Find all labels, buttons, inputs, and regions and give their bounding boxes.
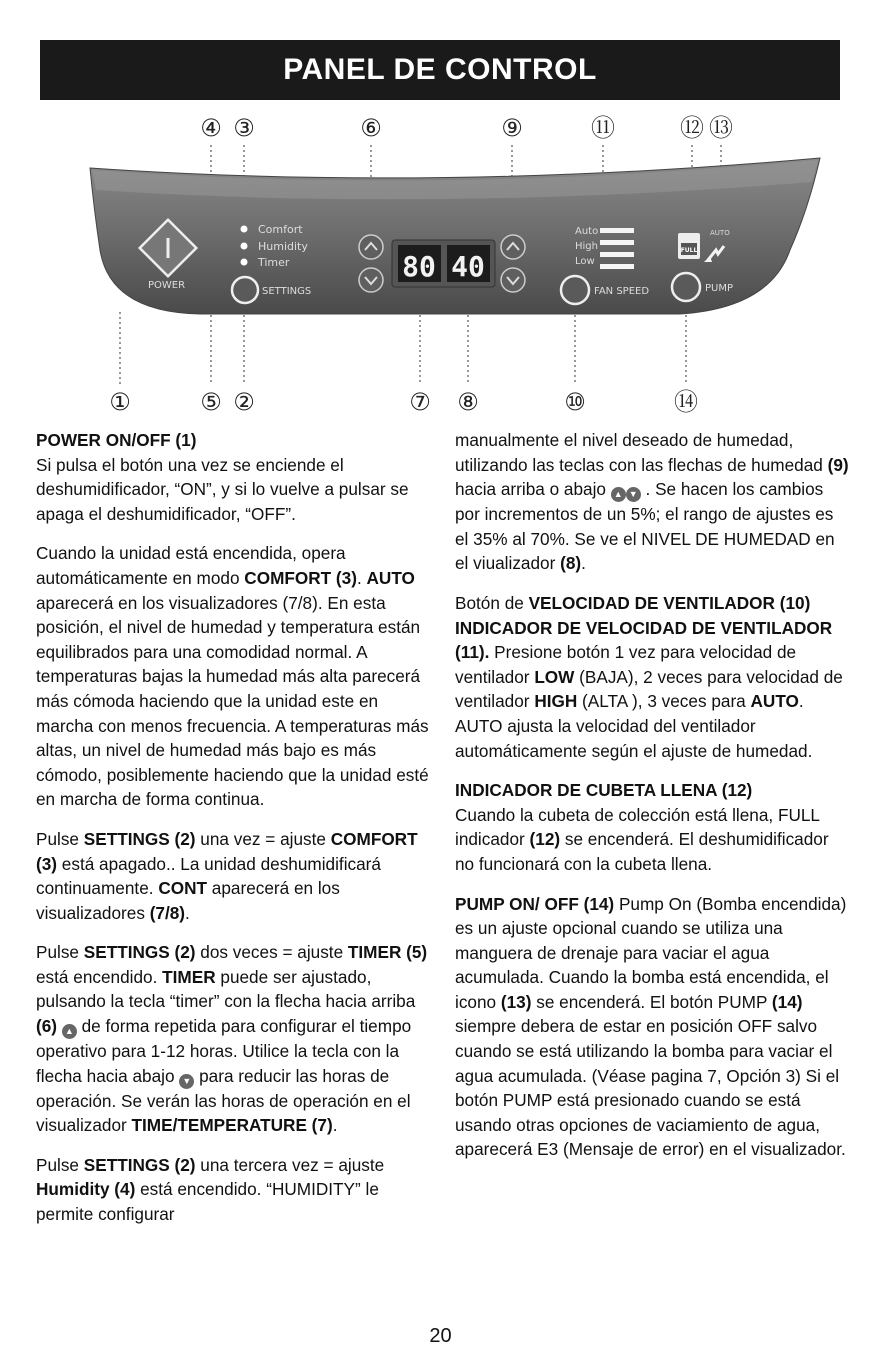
settings-twice-section: Pulse SETTINGS (2) dos veces = ajuste TIMER (5) está encendido. TIMER puede ser ajustado, pulsando la tecla “timer” con la flecha hacia arriba (6) ▲ de forma repetida para configurar el tiempo operativo para 1-12 horas. Utilice la tecla con la flecha hacia abajo ▼ para reducir las horas de operación. Se verán las horas de operación en el visualizador TIME/TEMPERATURE (7). [36, 942, 428, 1136]
callout-5: ⑤ [200, 388, 222, 416]
mode-label-comfort: Comfort [258, 223, 303, 236]
humidity-up-button[interactable] [501, 235, 525, 259]
pump-button[interactable] [672, 273, 700, 301]
temperature-display: 80 [402, 250, 436, 283]
fan-speed-button[interactable] [561, 276, 589, 304]
settings-once-section: Pulse SETTINGS (2) una vez = ajuste COMFORT (3) está apagado.. La unidad deshumidificará continuamente. CONT aparecerá en los visualizadores (7/8). [36, 828, 418, 923]
callout-12: ⑫ [680, 114, 704, 142]
callout-3: ③ [233, 114, 255, 142]
callout-9: ⑨ [501, 114, 523, 142]
callout-14: ⑭ [674, 388, 698, 416]
callout-7: ⑦ [409, 388, 431, 416]
callout-10: ⑩ [564, 388, 586, 416]
callout-6: ⑥ [360, 114, 382, 142]
pump-section: PUMP ON/ OFF (14) Pump On (Bomba encendida) es un ajuste opcional cuando se utiliza una manguera de drenaje para vaciar el agua acumulada. Cuando la bomba está encendida, el icono (13) se encenderá. El botón PUMP (14) siempre debera de estar en posición OFF salvo cuando se está utilizando la bomba para vaciar el agua acumulada. (Véase pagina 7, Opción 3) Si el botón PUMP está presionado cuando se está usando otras opciones de vaciamiento de agua, aparecerá E3 (Mensaje de error) en el visualizador. [455, 893, 847, 1160]
up-arrow-icon: ▲ [62, 1024, 77, 1039]
power-section: POWER ON/OFF (1) Si pulsa el botón una vez se enciende el deshumidificador, “ON”, y si lo vuelve a pulsar se apaga el deshumidificador, “OFF”. [36, 430, 409, 524]
callout-11: ⑪ [591, 114, 615, 142]
speed-label-auto: Auto [575, 226, 599, 237]
speed-label-low: Low [575, 256, 595, 267]
up-arrow-icon: ▲ [611, 487, 626, 502]
callout-4: ④ [200, 114, 222, 142]
control-panel-diagram [0, 100, 881, 420]
fan-speed-label: FAN SPEED [594, 286, 650, 297]
timer-up-button[interactable] [359, 235, 383, 259]
mode-label-humidity: Humidity [258, 240, 308, 253]
callout-13: ⑬ [709, 114, 733, 142]
callout-8: ⑧ [457, 388, 479, 416]
power-heading: POWER ON/OFF (1) [36, 430, 197, 450]
full-bucket-heading: INDICADOR DE CUBETA LLENA (12) [455, 780, 753, 801]
down-arrow-icon: ▼ [626, 487, 641, 502]
settings-label: SETTINGS [262, 286, 312, 297]
callout-2: ② [233, 388, 255, 416]
callout-1: ① [109, 388, 131, 416]
power-label: POWER [148, 280, 186, 291]
timer-down-button[interactable] [359, 268, 383, 292]
settings-thrice-section: Pulse SETTINGS (2) una tercera vez = ajuste Humidity (4) está encendido. “HUMIDITY” le permite configurar [36, 1154, 385, 1225]
humidity-section: manualmente el nivel deseado de humedad, utilizando las teclas con las flechas de humedad (9) hacia arriba o abajo ▲ ▼ . Se hacen los cambios por incrementos de un 5%; el rango de ajustes es el 35% al 70%. Se ve el NIVEL DE HUMEDAD en el viualizador (8). [455, 430, 849, 574]
speed-label-high: High [575, 241, 598, 252]
right-column [455, 428, 850, 1177]
pump-label: PUMP [705, 283, 734, 294]
page-number: 20 [429, 1325, 452, 1347]
auto-label: AUTO [710, 229, 730, 237]
down-arrow-icon: ▼ [179, 1074, 194, 1089]
mode-label-timer: Timer [258, 256, 290, 269]
humidity-down-button[interactable] [501, 268, 525, 292]
full-bucket-section: INDICADOR DE CUBETA LLENA (12) Cuando la cubeta de colección está llena, FULL indicador (12) se encenderá. El deshumidificador no funcionará con la cubeta llena. [455, 780, 829, 874]
comfort-section: Cuando la unidad está encendida, opera automáticamente en modo COMFORT (3). AUTO aparecerá en los visualizadores (7/8). En esta posición, el nivel de humedad y temperatura están equilibrados para una comodidad normal. A temperaturas bajas la humedad más alta parecerá más cómoda haciendo que la unidad este en marcha con menos frecuencia. A temperaturas más altas, un nivel de humedad más bajo es más cómodo, posiblemente haciendo que la unidad esté en marcha de forma continua. [36, 543, 429, 810]
full-bucket-icon [678, 233, 700, 259]
humidity-display: 40 [451, 250, 485, 283]
settings-button[interactable] [232, 277, 258, 303]
full-label: FULL [680, 247, 698, 254]
page-title: PANEL DE CONTROL [40, 40, 840, 100]
left-column [36, 428, 436, 1242]
fan-speed-section: Botón de VELOCIDAD DE VENTILADOR (10) INDICADOR DE VELOCIDAD DE VENTILADOR (11). Presione botón 1 vez para velocidad de ventilador LOW (BAJA), 2 veces para velocidad de ventilador HIGH (ALTA ), 3 veces para AUTO. AUTO ajusta la velocidad del ventilador automáticamente según el ajuste de humedad. [455, 592, 843, 761]
